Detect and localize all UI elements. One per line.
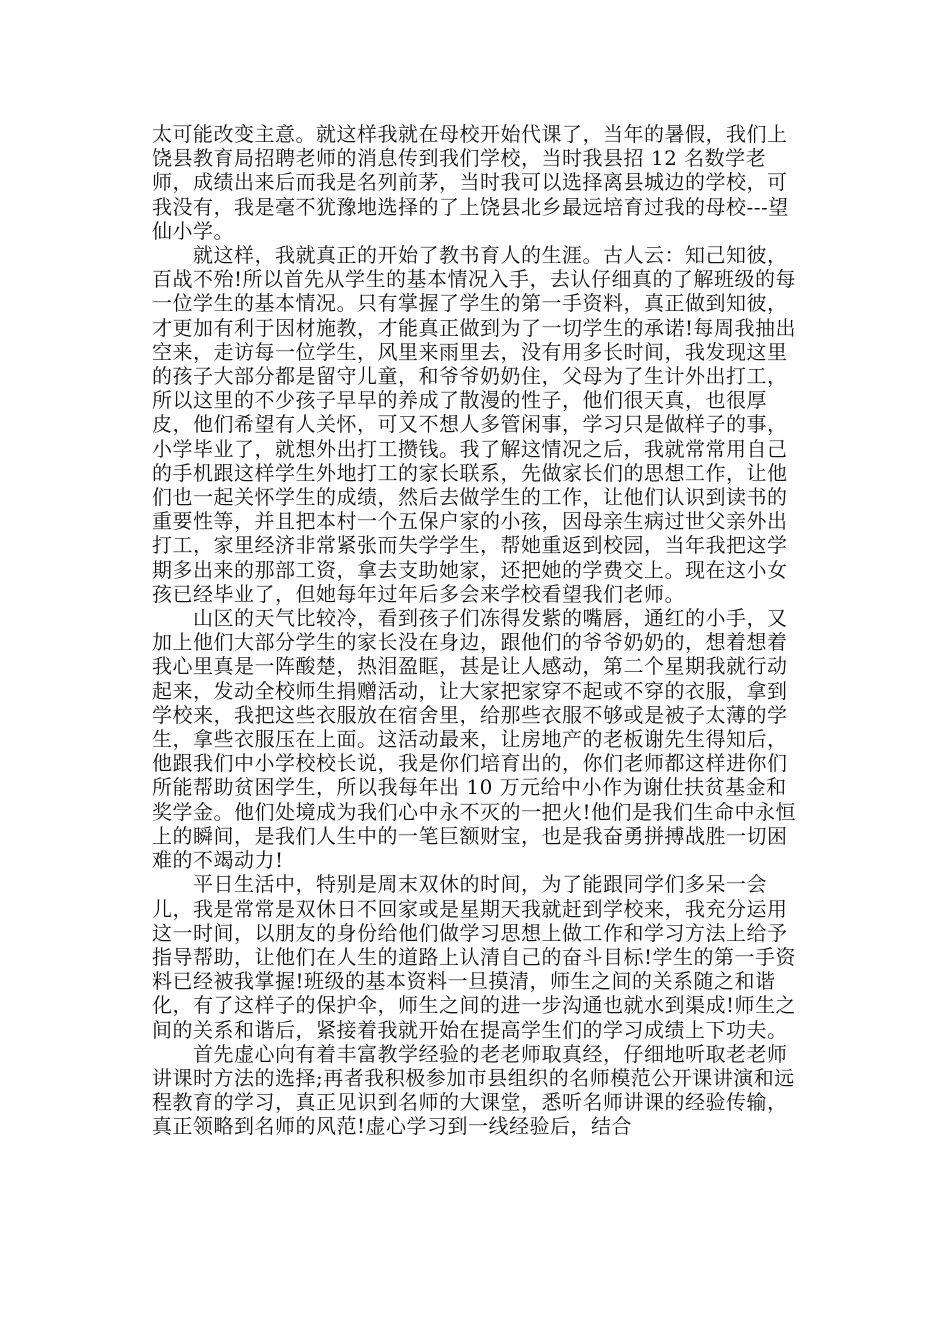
paragraph-5: 首先虚心向有着丰富教学经验的老老师取真经，仔细地听取老老师讲课时方法的选择;再者我积极参加市县组织的名师模范公开课讲演和远程教育的学习，真正见识到名师的大课堂，悉听名师讲课的经验传输，真正领略到名师的风范!虚心学习到一线经验后，结合: [152, 1041, 795, 1139]
paragraph-2: 就这样，我就真正的开始了教书育人的生涯。古人云：知己知彼，百战不殆!所以首先从学生的基本情况入手，去认仔细真的了解班级的每一位学生的基本情况。只有掌握了学生的第一手资料，真正做到知彼，才更加有利于因材施教，才能真正做到为了一切学生的承诺!每周我抽出空来，走访每一位学生，风里来雨里去，没有用多长时间，我发现这里的孩子大部分都是留守儿童，和爷爷奶奶住，父母为了生计外出打工，所以这里的不少孩子早早的养成了散漫的性子，他们很天真，也很厚皮，他们希望有人关怀，可又不想人多管闲事，学习只是做样子的事，小学毕业了，就想外出打工攒钱。我了解这情况之后，我就常常用自己的手机跟这样学生外地打工的家长联系，先做家长们的思想工作，让他们也一起关怀学生的成绩，然后去做学生的工作，让他们认识到读书的重要性等，并且把本村一个五保户家的小孩，因母亲生病过世父亲外出打工，家里经济非常紧张而失学学生，帮她重返到校园，当年我把这学期多出来的那部工资，拿去支助她家，还把她的学费交上。现在这小女孩已经毕业了，但她每年过年后多会来学校看望我们老师。: [152, 243, 797, 606]
paragraph-3: 山区的天气比较冷，看到孩子们冻得发紫的嘴唇，通红的小手，又加上他们大部分学生的家长没在身边，跟他们的爷爷奶奶的，想着想着我心里真是一阵酸楚，热泪盈眶，甚是让人感动，第二个星期我就行动起来，发动全校师生捐赠活动，让大家把家穿不起或不穿的衣服，拿到学校来，我把这些衣服放在宿舍里，给那些衣服不够或是被子太薄的学生，拿些衣服压在上面。这活动最来，让房地产的老板谢先生得知后，他跟我们中小学校校长说，我是你们培育出的，你们老师都这样进你们所能帮助贫困学生，所以我每年出 10 万元给中小作为谢仕扶贫基金和奖学金。他们处境成为我们心中永不灭的一把火!他们是我们生命中永恒上的瞬间，是我们人生中的一笔巨额财宝，也是我奋勇拼搏战胜一切困难的不竭动力!: [152, 606, 797, 873]
document-body: [152, 122, 802, 1139]
paragraph-4: 平日生活中，特别是周末双休的时间，为了能跟同学们多呆一会儿，我是常常是双休日不回家或是星期天我就赶到学校来，我充分运用这一时间，以朋友的身份给他们做学习思想上做工作和学习方法上给予指导帮助，让他们在人生的道路上认清自己的奋斗目标!学生的第一手资料已经被我掌握!班级的基本资料一旦摸清，师生之间的关系随之和谐化，有了这样子的保护伞，师生之间的进一步沟通也就水到渠成!师生之间的关系和谐后，紧接着我就开始在提高学生们的学习成绩上下功夫。: [152, 872, 797, 1042]
paragraph-1: 太可能改变主意。就这样我就在母校开始代课了，当年的暑假，我们上饶县教育局招聘老师的消息传到我们学校，当时我县招 12 名数学老师，成绩出来后而我是名列前茅，当时我可以选择离县城边的学校，可我没有，我是毫不犹豫地选择的了上饶县北乡最远培育过我的母校---望仙小学。: [152, 122, 789, 243]
